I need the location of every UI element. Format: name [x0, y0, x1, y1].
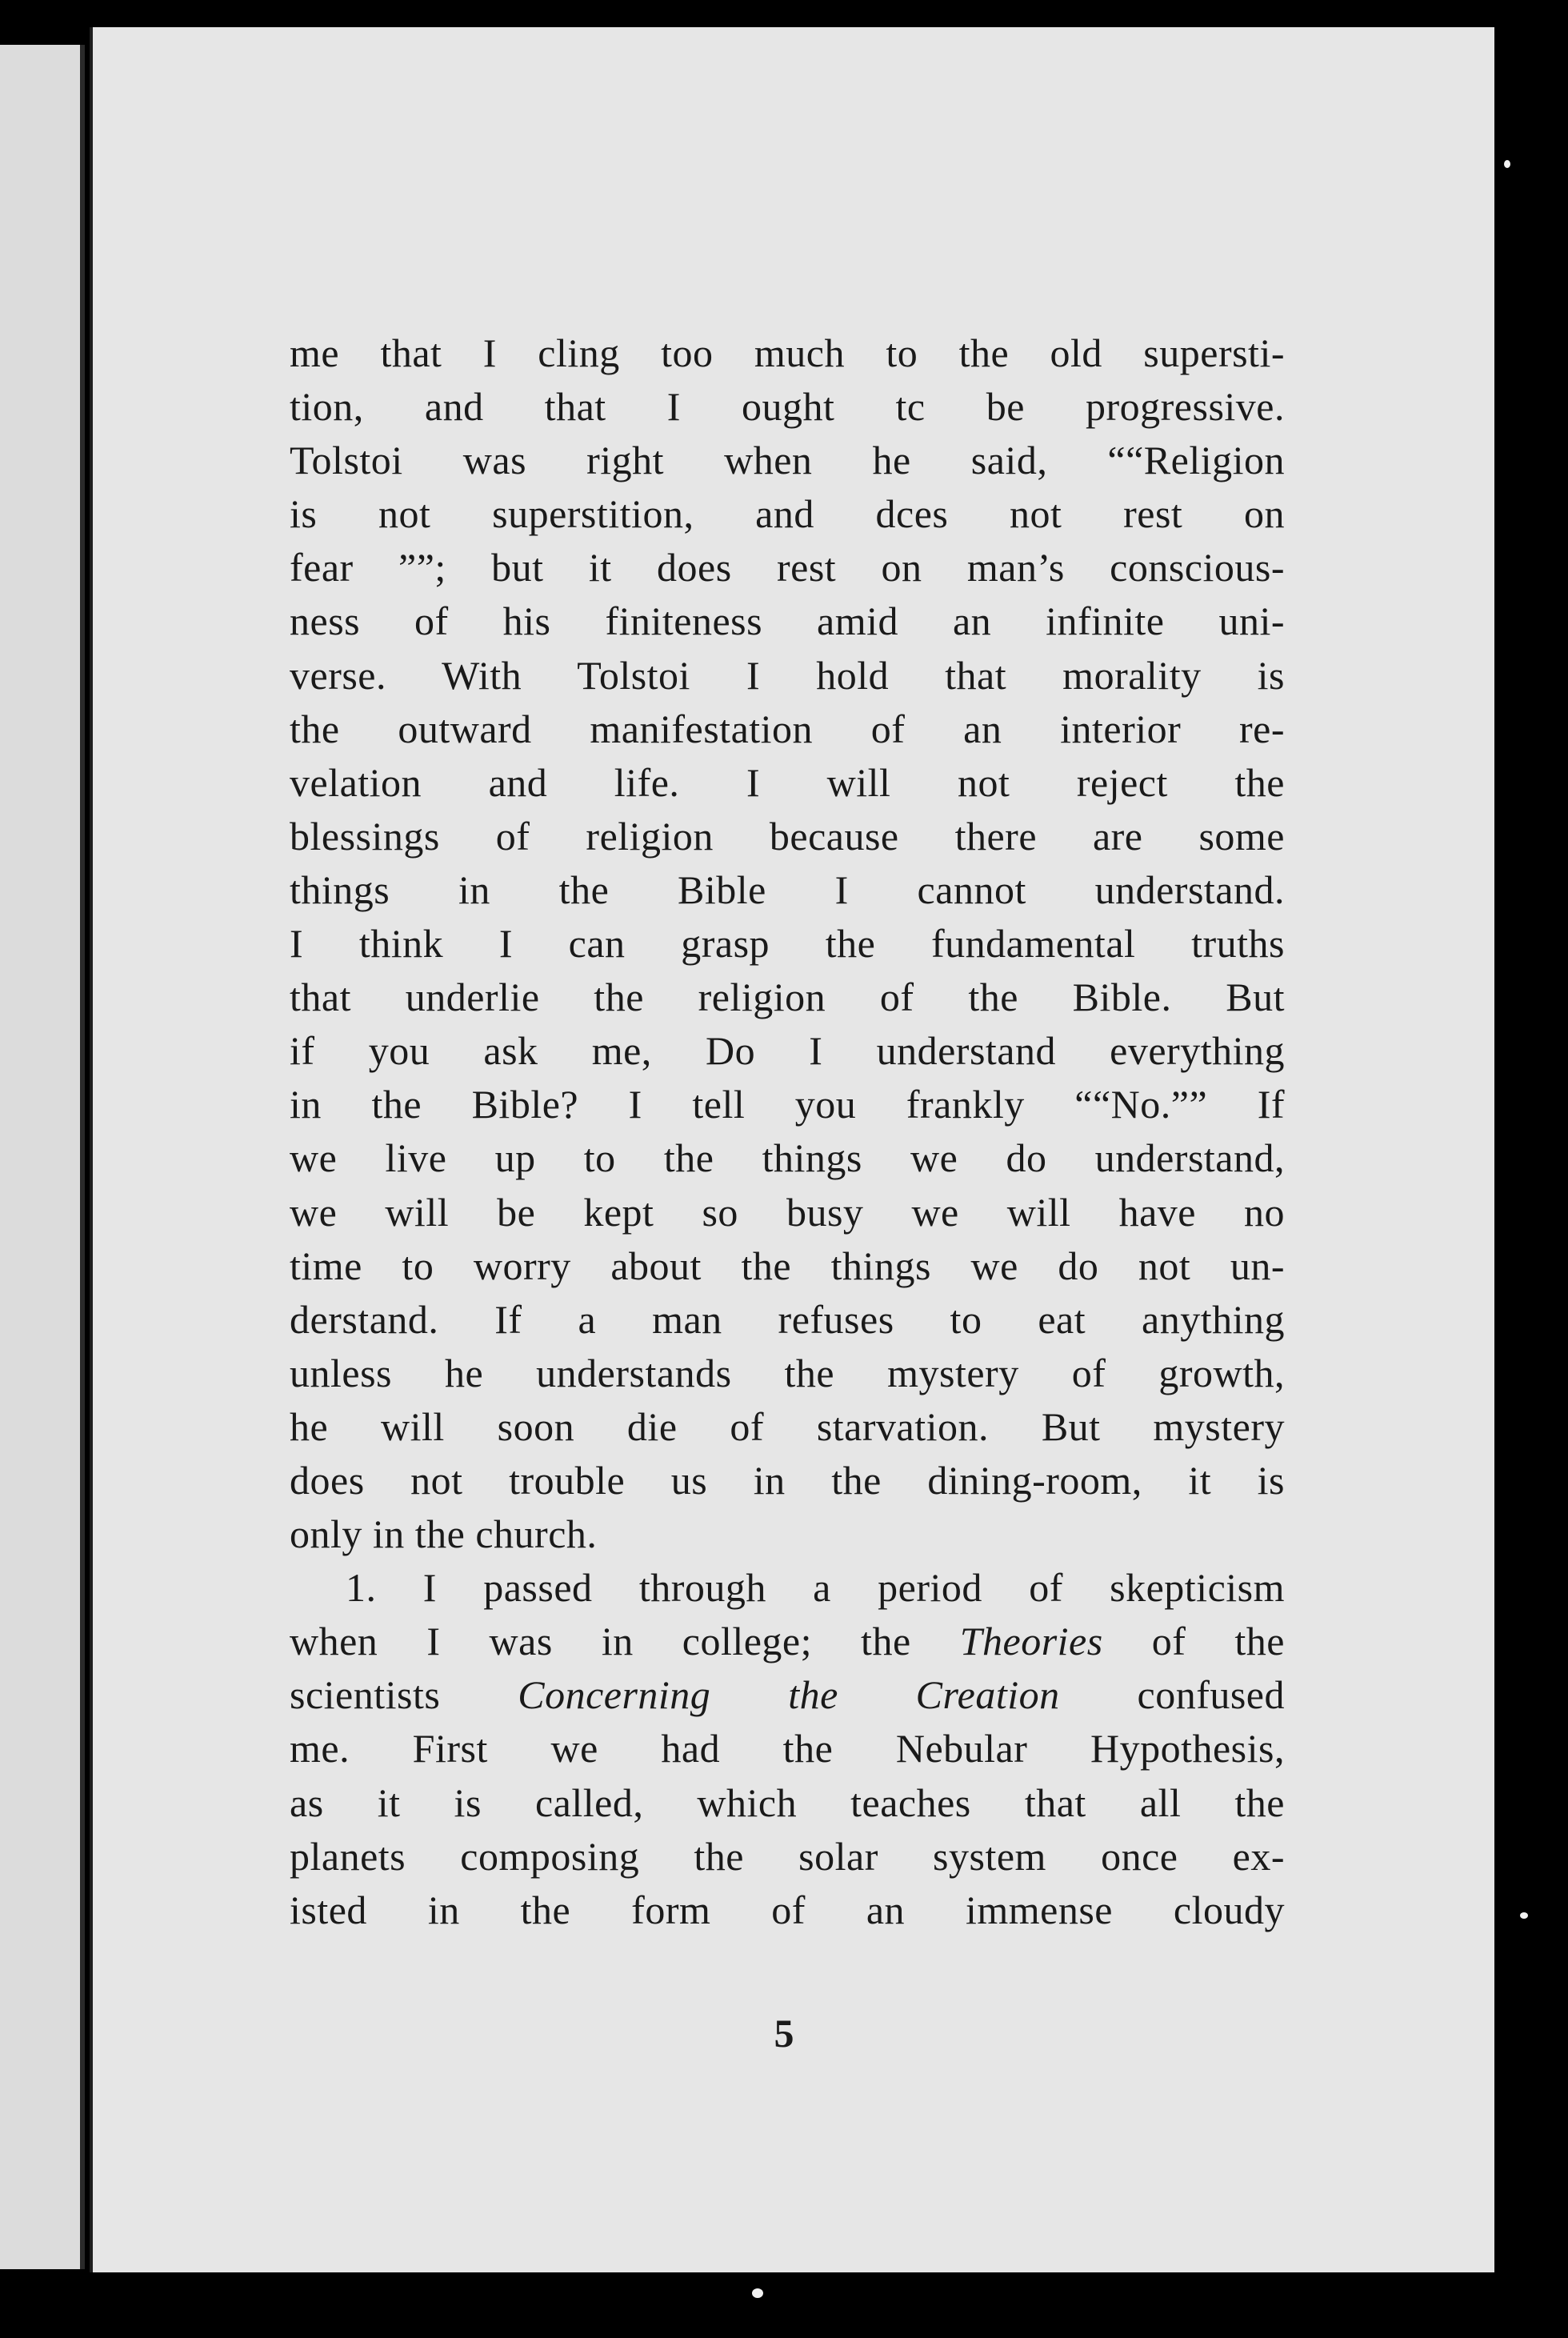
text-line: is not superstition, and dces not rest on — [290, 491, 1285, 537]
text-line: the outward manifestation of an interior re- — [290, 706, 1285, 751]
text-line — [290, 1668, 1285, 1722]
text-line: me. First we had the Nebular Hypothesis, — [290, 1726, 1285, 1772]
text-line: planets composing the solar system once ex- — [290, 1833, 1285, 1879]
text-line: unless he understands the mystery of growth, — [290, 1350, 1285, 1395]
text-line — [290, 1615, 1285, 1668]
text-line: me that I cling too much to the old supersti- — [290, 330, 1285, 375]
italic-phrase: Concerning the Creation — [518, 1672, 1060, 1718]
text-line: in the Bible? I tell you frankly ““No.”” If — [290, 1082, 1285, 1127]
paragraph-start-line: 1. I passed through a period of skepticism — [346, 1565, 1285, 1611]
text-line: we live up to the things we do understand, — [290, 1135, 1285, 1181]
text-line: velation and life. I will not reject the — [290, 759, 1285, 805]
text-line: I think I can grasp the fundamental truths — [290, 921, 1285, 967]
text-line: does not trouble us in the dining-room, it is — [290, 1457, 1285, 1503]
text-line: if you ask me, Do I understand everything — [290, 1028, 1285, 1074]
scan-speck — [752, 2288, 763, 2298]
text-line: Tolstoi was right when he said, ““Religion — [290, 438, 1285, 483]
text-line: time to worry about the things we do not un- — [290, 1243, 1285, 1288]
scan-speck — [1520, 1912, 1528, 1919]
italic-phrase: Theories — [959, 1619, 1103, 1664]
paragraph-end-line: only in the church. — [290, 1511, 598, 1557]
text-line: tion, and that I ought tc be progressive. — [290, 384, 1285, 430]
text-line: things in the Bible I cannot understand. — [290, 867, 1285, 912]
body-text — [290, 326, 1285, 1937]
left-page-edge — [0, 45, 85, 2269]
text-span: of the — [1102, 1619, 1286, 1664]
text-line: we will be kept so busy we will have no — [290, 1189, 1285, 1235]
text-span: scientists — [290, 1672, 518, 1718]
text-line: he will soon die of starvation. But mystery — [290, 1403, 1285, 1449]
text-span: confused — [1059, 1672, 1285, 1718]
text-line: blessings of religion because there are some — [290, 813, 1285, 859]
scan-speck — [1504, 160, 1510, 168]
text-line: fear ””; but it does rest on man’s conscious- — [290, 545, 1285, 591]
text-span: when I was in college; the — [290, 1619, 960, 1664]
text-line: derstand. If a man refuses to eat anything — [290, 1296, 1285, 1342]
text-line: ness of his finiteness amid an infinite uni- — [290, 599, 1285, 644]
text-line: that underlie the religion of the Bible. But — [290, 975, 1285, 1020]
text-line: isted in the form of an immense cloudy — [290, 1887, 1285, 1932]
text-line: verse. With Tolstoi I hold that morality is — [290, 652, 1285, 698]
page-number: 5 — [774, 2011, 794, 2056]
text-line: as it is called, which teaches that all the — [290, 1780, 1285, 1825]
